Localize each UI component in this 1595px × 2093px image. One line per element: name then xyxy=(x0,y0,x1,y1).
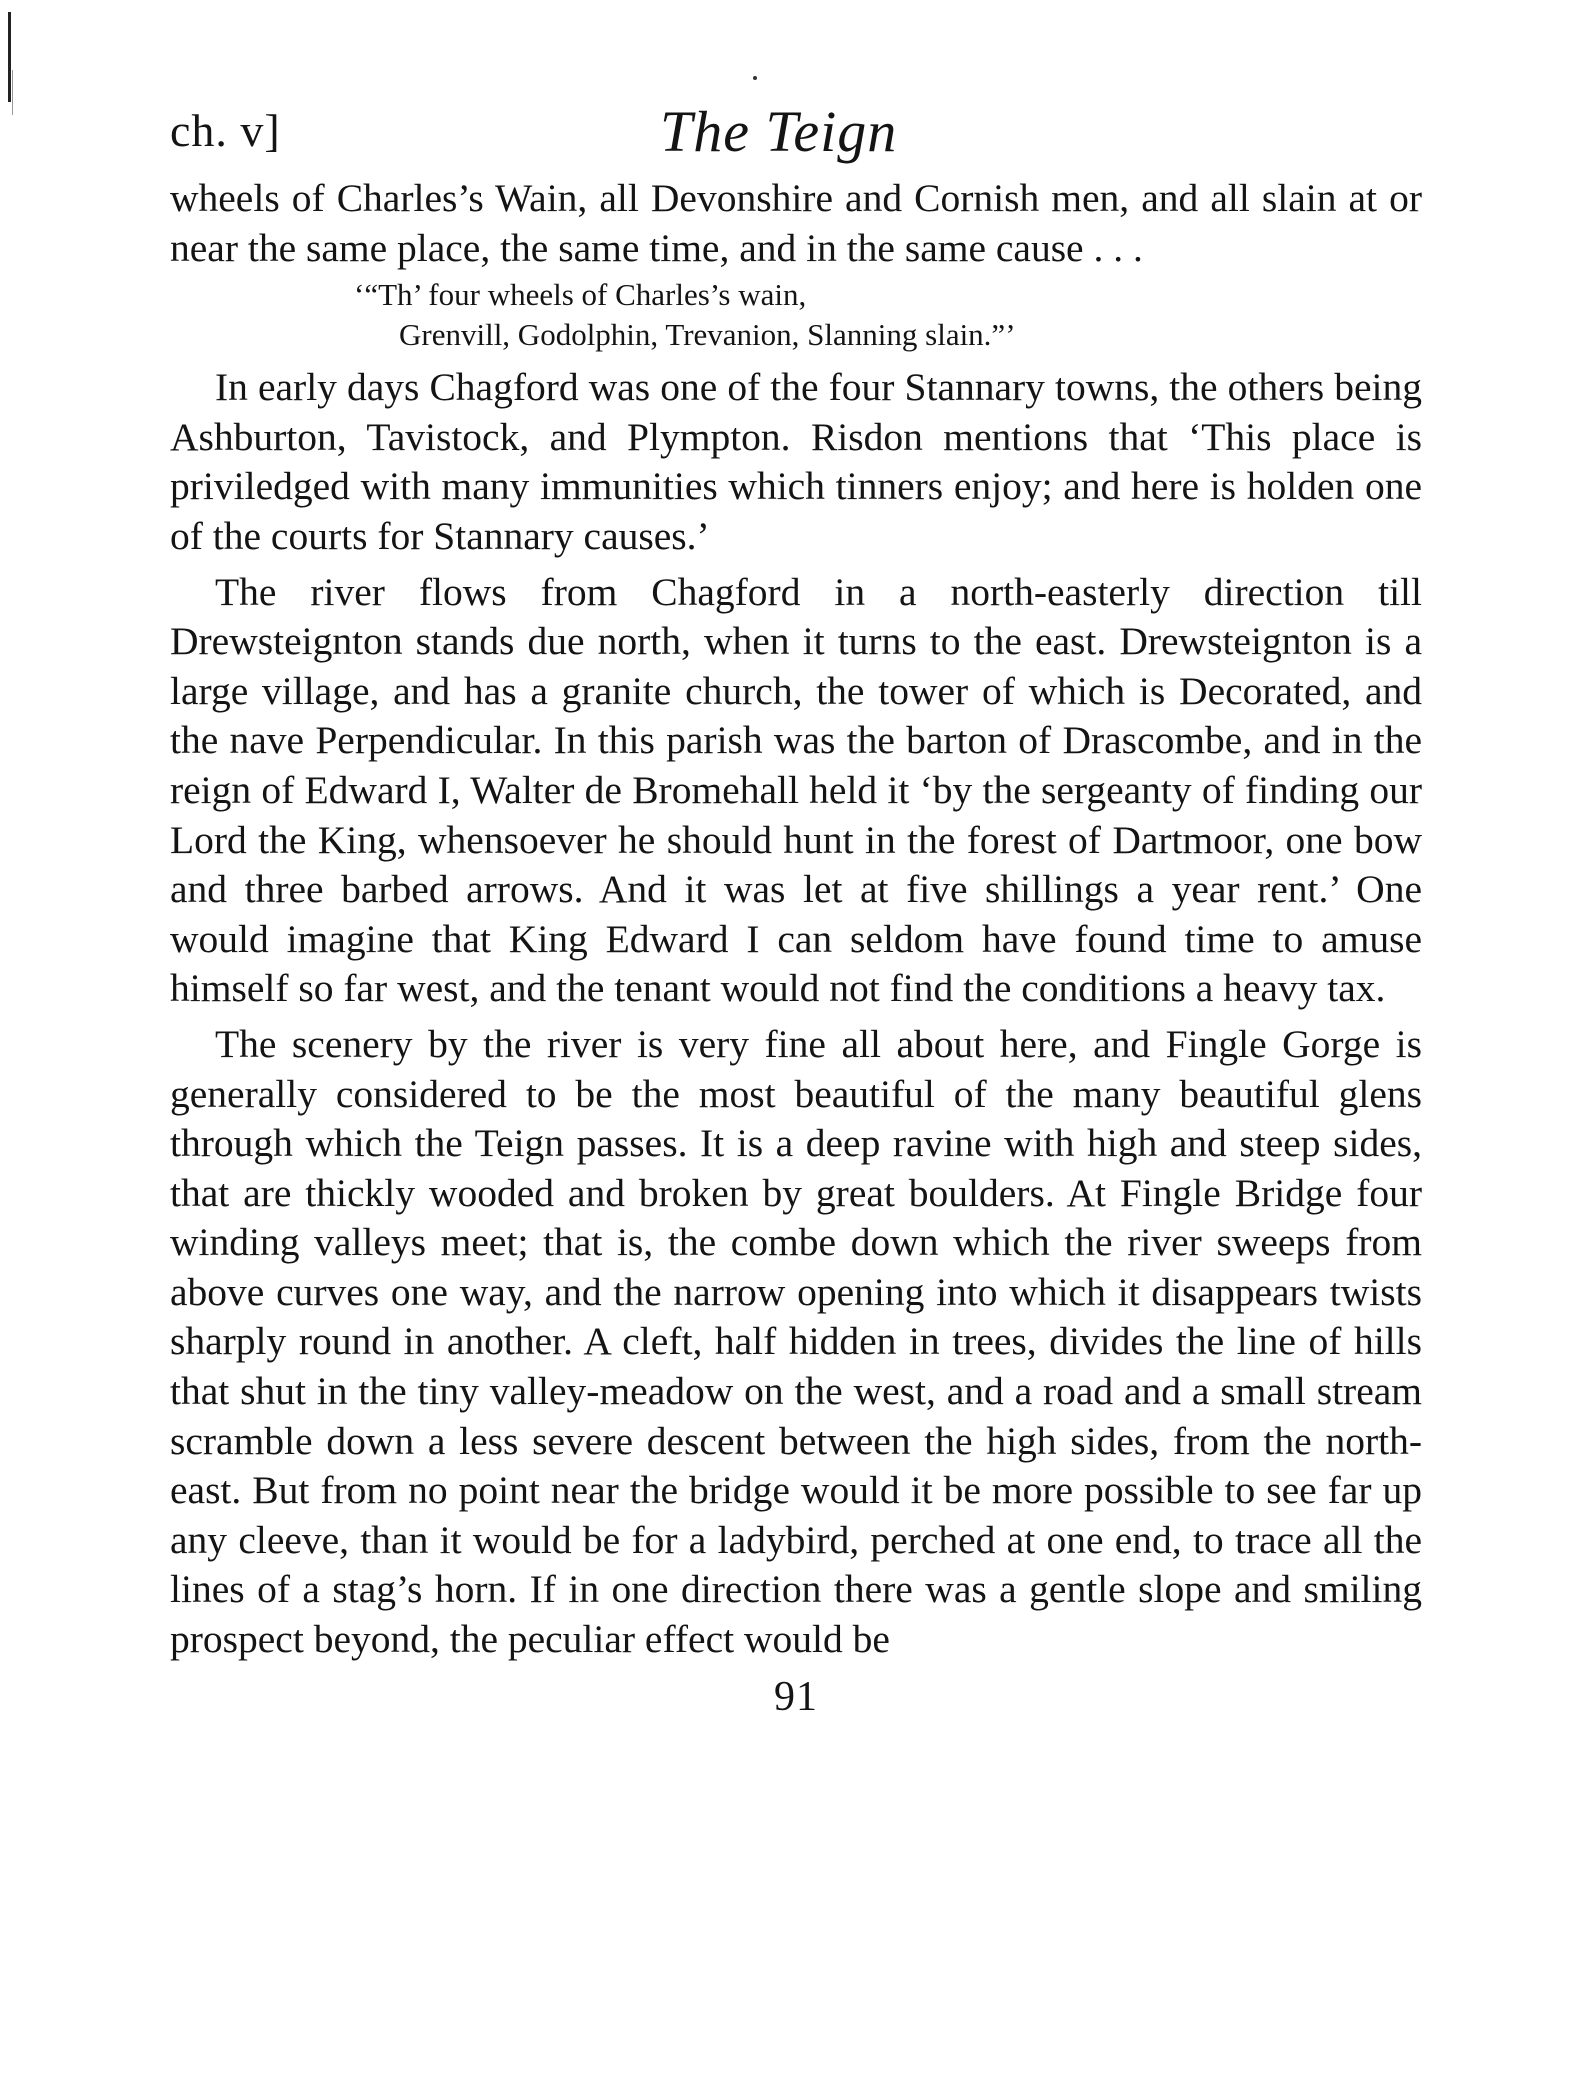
paragraph-chagford: In early days Chagford was one of the four Stannary towns, the others being Ashburton, Tavistock, and Plympton. Risdon mentions that ‘This place is priviledged with many immunities which tinners enjoy; and here is holden one of the courts for Stannary causes.’ xyxy=(170,365,1422,558)
verse-line-2: Grenvill, Godolphin, Trevanion, Slanning slain.”’ xyxy=(399,317,1016,353)
verse-quotation xyxy=(170,275,1422,355)
ink-speck xyxy=(753,76,757,80)
paragraph-drewsteignton: The river flows from Chagford in a north-easterly direction till Drewsteignton stands due north, when it turns to the east. Drewsteignton is a large village, and has a granite church, the tower of which is Decorated, and the nave Perpendicular. In this parish was the barton of Drascombe, and in the reign of Edward I, Walter de Bromehall held it ‘by the sergeanty of finding our Lord the King, whensoever he should hunt in the forest of Dartmoor, one bow and three barbed arrows. And it was let at five shillings a year rent.’ One would imagine that King Edward I can seldom have found time to amuse himself so far west, and the tenant would not find the conditions a heavy tax. xyxy=(170,569,1422,1011)
scan-edge-mark xyxy=(8,12,11,102)
paragraph-fingle-gorge: The scenery by the river is very fine all about here, and Fingle Gorge is generally considered to be the most beautiful of the many beautiful glens through which the Teign passes. It is a deep ravine with high and steep sides, that are thickly wooded and broken by great boulders. At Fingle Bridge four winding valleys meet; that is, the combe down which the river sweeps from above curves one way, and the narrow opening into which it disappears twists sharply round in another. A cleft, half hidden in trees, divides the line of hills that shut in the tiny valley-meadow on the west, and a road and a small stream scramble down a less severe descent between the high sides, from the north-east. But from no point near the bridge would it be more possible to see far up any cleeve, than it would be for a ladybird, perched at one end, to trace all the lines of a stag’s horn. If in one direction there was a gentle slope and smiling prospect beyond, the peculiar effect would be xyxy=(170,1021,1422,1662)
paragraph-continuation: wheels of Charles’s Wain, all Devonshire and Cornish men, and all slain at or near the same place, the same time, and in the same cause . . . xyxy=(170,176,1422,270)
scan-edge-mark-faint xyxy=(12,70,13,115)
page-number: 91 xyxy=(774,1673,818,1720)
verse-line-1: ‘“Th’ four wheels of Charles’s wain, xyxy=(354,277,807,313)
running-title: The Teign xyxy=(660,99,898,164)
running-head xyxy=(170,98,1422,174)
book-page xyxy=(170,98,1422,1721)
chapter-marker: ch. v] xyxy=(170,105,281,156)
